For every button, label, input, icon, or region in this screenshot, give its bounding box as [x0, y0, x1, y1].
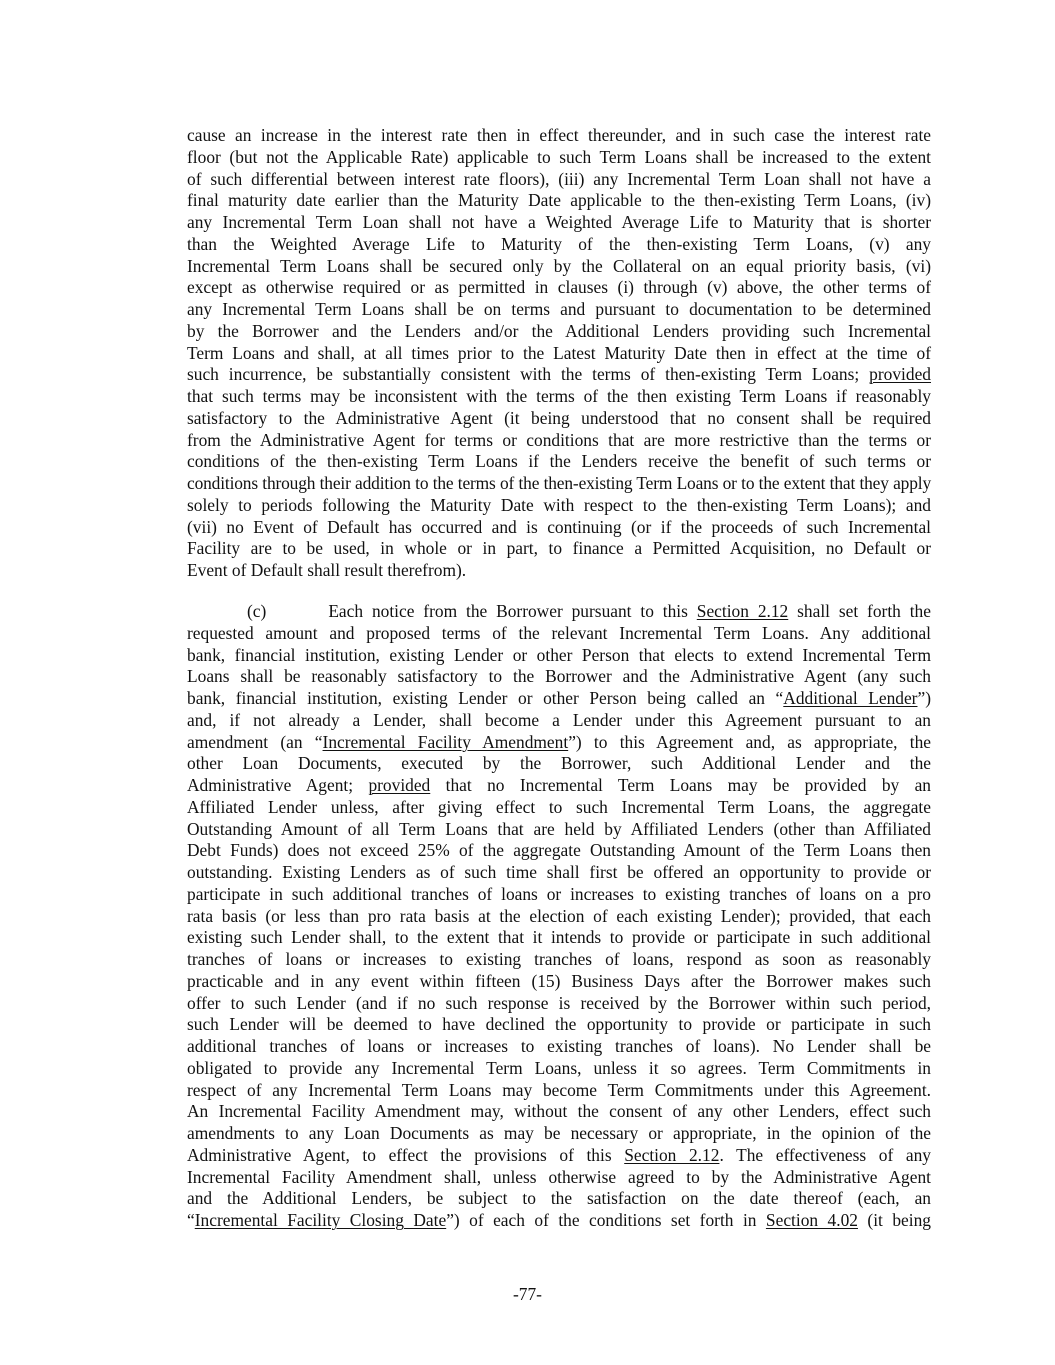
provided-term: provided — [368, 775, 431, 795]
text-line: except as otherwise required or as permitted in clauses (i) through (v) above, the other terms of — [187, 277, 931, 298]
text-line: cause an increase in the interest rate then in effect thereunder, and in such case the interest rate — [187, 125, 931, 145]
text-line: amendment (an “Incremental Facility Amendment”) to this Agreement and, as appropriate, the — [187, 731, 932, 752]
text-line: than the Weighted Average Life to Maturity of the then-existing Term Loans, (v) any — [187, 233, 931, 254]
text-line: such Lender will be deemed to have declined the opportunity to provide or participate in such — [187, 1014, 931, 1035]
text-line: that such terms may be inconsistent with the terms of the then existing Term Loans if reasonably — [187, 386, 931, 406]
text-line: satisfactory to the Administrative Agent (it being understood that no consent shall be required — [187, 407, 931, 428]
text-line: practicable and in any event within fifteen (15) Business Days after the Borrower makes such — [187, 970, 931, 991]
text-line: Debt Funds) does not exceed 25% of the aggregate Outstanding Amount of the Term Loans then — [187, 840, 931, 861]
section-reference: Section 2.12 — [624, 1144, 720, 1165]
text-line: existing such Lender shall, to the extent that it intends to provide or participate in such additional — [187, 927, 931, 948]
paragraph-c-incremental-notice — [187, 601, 931, 1232]
text-line: bank, financial institution, existing Lender or other Person that elects to extend Incremental Term — [187, 644, 931, 665]
text-line: Loans shall be reasonably satisfactory to the Borrower and the Administrative Agent (any such — [187, 666, 931, 687]
text-line: any Incremental Term Loans shall be on terms and pursuant to documentation to be determined — [187, 299, 931, 319]
text-line: other Loan Documents, executed by the Borrower, such Additional Lender and the — [187, 753, 931, 774]
paragraph-incremental-term-loan-terms — [187, 125, 931, 582]
section-reference: Section 2.12 — [696, 601, 789, 621]
text-line: conditions through their addition to the terms of the then-existing Term Loans or to the extent that they apply — [187, 473, 931, 493]
line-text: such incurrence, be substantially consistent with the terms of then-existing Term Loans; — [187, 364, 860, 385]
text-line — [187, 364, 931, 386]
text-line: Administrative Agent, to effect the provisions of this Section 2.12. The effectiveness of any — [187, 1144, 931, 1165]
text-line: participate in such additional tranches of loans or increases to existing tranches of loans on a pro — [187, 883, 931, 904]
text-line: “Incremental Facility Closing Date”) of each of the conditions set forth in Section 4.02 (it being — [187, 1210, 931, 1230]
section-reference: Section 4.02 — [765, 1210, 858, 1230]
clause-label: (c) — [247, 601, 267, 621]
text-line: any Incremental Term Loan shall not have a Weighted Average Life to Maturity that is shorter — [187, 212, 931, 232]
text-line: Outstanding Amount of all Term Loans that are held by Affiliated Lenders (other than Affiliated — [187, 818, 931, 839]
text-line: An Incremental Facility Amendment may, without the consent of any other Lenders, effect such — [187, 1101, 931, 1122]
defined-term: Additional Lender — [783, 688, 918, 708]
text-line: Affiliated Lender unless, after giving effect to such Incremental Term Loans, the aggregate — [187, 796, 931, 817]
page-number: -77- — [513, 1284, 542, 1304]
text-line: requested amount and proposed terms of the relevant Incremental Term Loans. Any additional — [187, 622, 931, 643]
text-line: (vii) no Event of Default has occurred and is continuing (or if the proceeds of such Incremental — [187, 516, 931, 537]
text-line: respect of any Incremental Term Loans may become Term Commitments under this Agreement. — [187, 1079, 931, 1100]
text-line: Event of Default shall result therefrom). — [187, 560, 467, 580]
text-line: (c) Each notice from the Borrower pursuant to this Section 2.12 shall set forth the — [247, 601, 931, 621]
text-line: offer to such Lender (and if no such response is received by the Borrower within such period, — [187, 992, 931, 1013]
text-line: tranches of loans or increases to existing tranches of loans, respond as soon as reasonably — [187, 949, 931, 969]
text-line: additional tranches of loans or increases to existing tranches of loans). No Lender shall be — [187, 1036, 931, 1056]
text-line: Administrative Agent; provided that no Incremental Term Loans may be provided by an — [187, 775, 932, 795]
text-line: Facility are to be used, in whole or in part, to finance a Permitted Acquisition, no Default or — [187, 538, 931, 559]
text-line: Term Loans and shall, at all times prior to the Latest Maturity Date then in effect at the time of — [187, 342, 931, 363]
defined-term: Incremental Facility Amendment — [322, 731, 569, 752]
text-line: and, if not already a Lender, shall become a Lender under this Agreement pursuant to an — [187, 709, 931, 730]
text-line: bank, financial institution, existing Lender or other Person being called an “Additional Lender”) — [187, 688, 931, 708]
text-line: obligated to provide any Incremental Term Loans, unless it so agrees. Term Commitments in — [187, 1057, 931, 1078]
text-line: and the Additional Lenders, be subject to the satisfaction on the date thereof (each, an — [187, 1188, 931, 1209]
text-line: Incremental Facility Amendment shall, unless otherwise agreed to by the Administrative Agent — [187, 1166, 931, 1187]
text-line: floor (but not the Applicable Rate) applicable to such Term Loans shall be increased to the extent — [187, 146, 931, 167]
text-line: Incremental Term Loans shall be secured only by the Collateral on an equal priority basis, (vi) — [187, 255, 931, 276]
text-line: from the Administrative Agent for terms or conditions that are more restrictive than the terms or — [187, 429, 931, 450]
text-line: final maturity date earlier than the Maturity Date applicable to the then-existing Term Loans, (iv) — [187, 190, 931, 211]
text-line: conditions of the then-existing Term Loans if the Lenders receive the benefit of such terms or — [187, 451, 931, 472]
text-line: by the Borrower and the Lenders and/or the Additional Lenders providing such Incremental — [187, 320, 931, 341]
defined-term: Incremental Facility Closing Date — [194, 1210, 447, 1230]
text-line: rata basis (or less than pro rata basis at the election of each existing Lender); provided, that each — [187, 905, 931, 926]
text-line: outstanding. Existing Lenders as of such time shall first be offered an opportunity to provide or — [187, 862, 931, 882]
text-line: solely to periods following the Maturity Date with respect to the then-existing Term Loans); and — [187, 494, 931, 515]
text-line: amendments to any Loan Documents as may be necessary or appropriate, in the opinion of the — [187, 1123, 931, 1143]
provided-term: provided — [869, 364, 931, 385]
text-line: of such differential between interest rate floors), (iii) any Incremental Term Loan shall not have a — [187, 168, 931, 189]
